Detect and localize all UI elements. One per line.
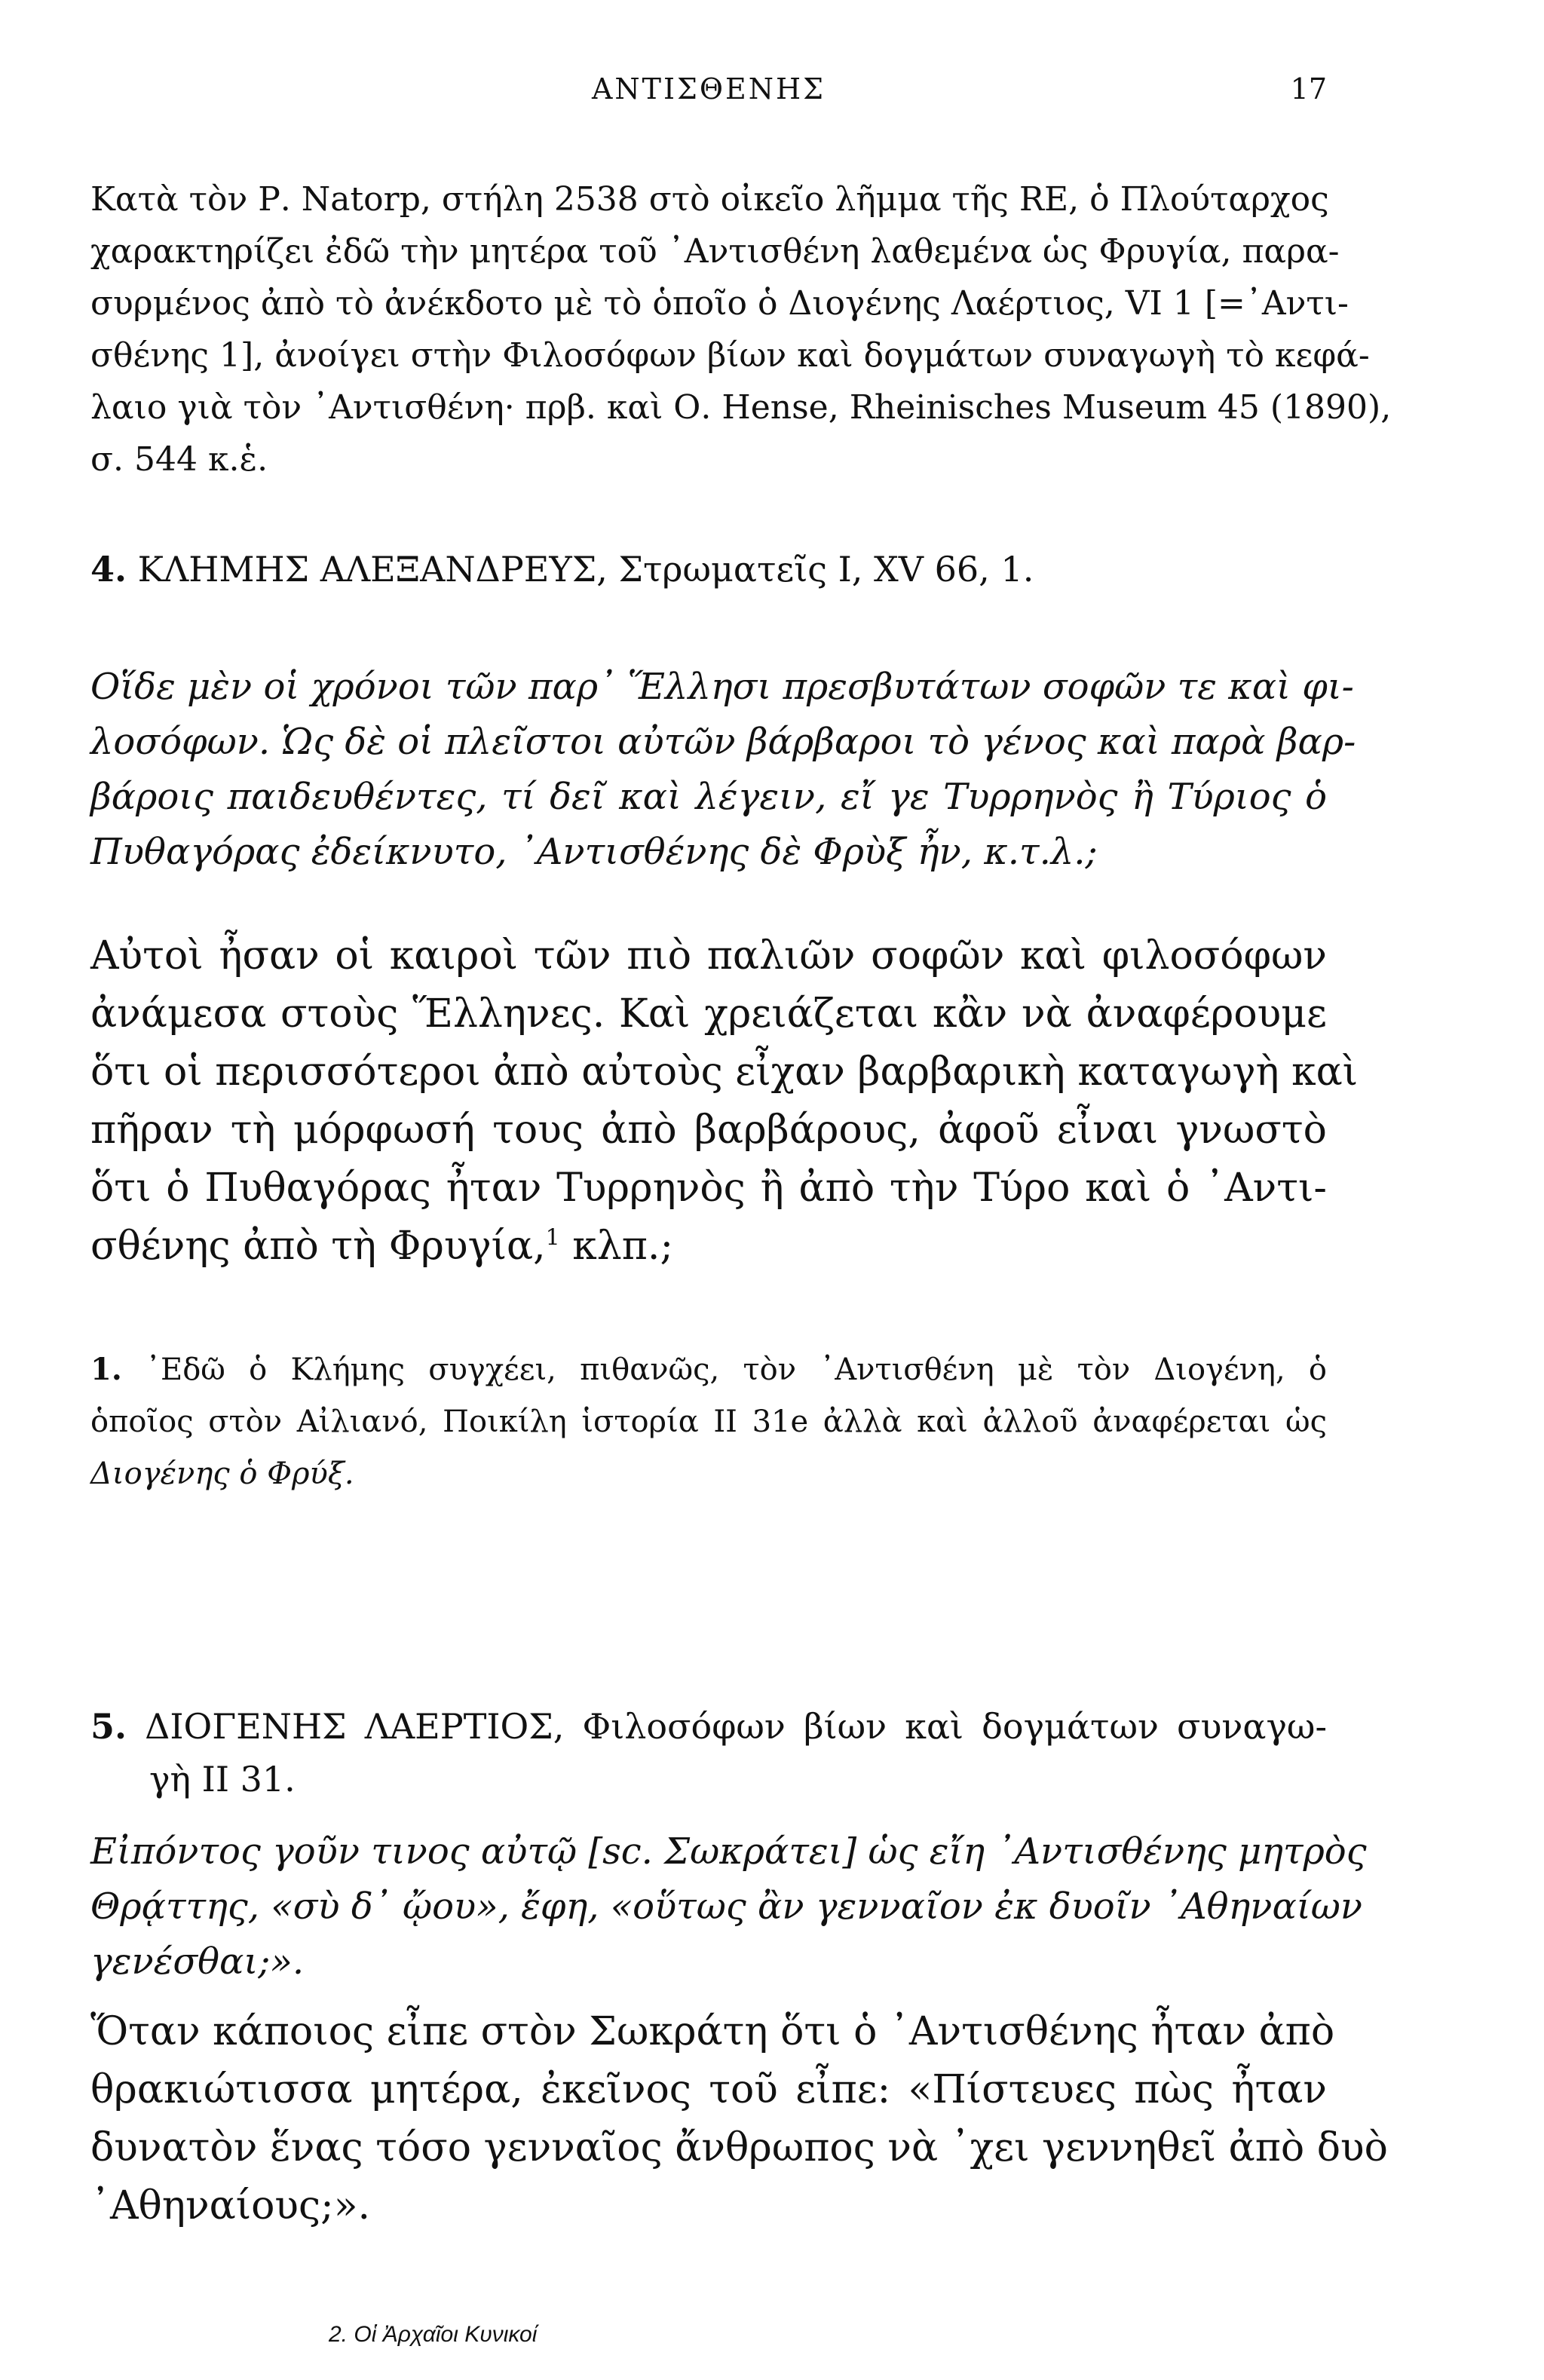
translation-text: κλπ.; bbox=[572, 1224, 673, 1269]
translation-line: δυνατὸν ἕνας τόσο γενναῖος ἄνθρωπος νὰ ᾿χει γεννηθεῖ ἀπὸ δυὸ bbox=[90, 2125, 1388, 2170]
translation-line: ὅτι οἱ περισσότεροι ἀπὸ αὐτοὺς εἶχαν βαρβαρικὴ καταγωγὴ καὶ bbox=[90, 1049, 1359, 1095]
quote-line: Πυθαγόρας ἐδείκνυτο, ᾿Αντισθένης δὲ Φρὺξ ἦν, κ.τ.λ.; bbox=[90, 831, 1098, 873]
footnote-1 bbox=[90, 1343, 1327, 1500]
footnote-text: ᾿Εδῶ ὁ Κλήμης συγχέει, πιθανῶς, τὸν ᾿Αντισθένη μὲ τὸν Διογένη, ὁ bbox=[146, 1352, 1327, 1387]
quote-line: βάροις παιδευθέντες, τί δεῖ καὶ λέγειν, εἴ γε Τυρρηνὸς ἢ Τύριος ὁ bbox=[90, 776, 1327, 818]
section-number: 4. bbox=[90, 549, 127, 590]
quote-line: λοσόφων. Ὡς δὲ οἱ πλεῖστοι αὐτῶν βάρβαροι τὸ γένος καὶ παρὰ βαρ- bbox=[90, 721, 1356, 763]
intro-note-line: Κατὰ τὸν Ρ. Natorp, στήλη 2538 στὸ οἰκεῖο λῆμμα τῆς RE, ὁ Πλούταρχος bbox=[90, 180, 1329, 219]
section-4-translation bbox=[90, 927, 1359, 1276]
intro-note-line: σ. 544 κ.ἑ. bbox=[90, 440, 268, 479]
quote-line: Εἰπόντος γοῦν τινος αὐτῷ [sc. Σωκράτει] ὡς εἴη ᾿Αντισθένης μητρὸς bbox=[90, 1830, 1367, 1873]
running-title: ΑΝΤΙΣΘΕΝΗΣ bbox=[591, 72, 826, 106]
heading-line bbox=[90, 1700, 1327, 1753]
section-5-heading bbox=[90, 1700, 1327, 1806]
footnote-line: ὁποῖος στὸν Αἰλιανό, Ποικίλη ἱστορία II 31e ἀλλὰ καὶ ἀλλοῦ ἀναφέρεται ὡς bbox=[90, 1404, 1327, 1439]
translation-line: ᾿Αθηναίους;». bbox=[90, 2183, 371, 2228]
translation-line: πῆραν τὴ μόρφωσή τους ἀπὸ βαρβάρους, ἀφοῦ εἶναι γνωστὸ bbox=[90, 1107, 1327, 1153]
translation-line: θρακιώτισσα μητέρα, ἐκεῖνος τοῦ εἶπε: «Πίστευες πὼς ἦταν bbox=[90, 2067, 1327, 2112]
page-number: 17 bbox=[1290, 72, 1327, 106]
translation-line: ἀνάμεσα στοὺς Ἕλληνες. Καὶ χρειάζεται κἂν νὰ ἀναφέρουμε bbox=[90, 991, 1327, 1037]
section-5-translation bbox=[90, 2003, 1388, 2235]
section-number: 5. bbox=[90, 1706, 127, 1747]
footnote-line: Διογένης ὁ Φρύξ. bbox=[90, 1456, 354, 1491]
intro-note-line: συρμένος ἀπὸ τὸ ἀνέκδοτο μὲ τὸ ὁποῖο ὁ Διογένης Λαέρτιος, VI 1 [=᾿Αντι- bbox=[90, 284, 1349, 323]
section-title: ΔΙΟΓΕΝΗΣ ΛΑΕΡΤΙΟΣ, Φιλοσόφων βίων καὶ δογμάτων συναγω- bbox=[145, 1706, 1327, 1747]
heading-line: γὴ II 31. bbox=[149, 1759, 296, 1800]
intro-note-line: λαιο γιὰ τὸν ᾿Αντισθένη· πρβ. καὶ Ο. Hense, Rheinisches Museum 45 (1890), bbox=[90, 388, 1392, 427]
section-4-greek-quote bbox=[90, 660, 1356, 880]
printer-signature: 2. Οἱ Ἀρχαῖοι Κυνικοί bbox=[329, 2322, 538, 2347]
translation-line: ὅτι ὁ Πυθαγόρας ἦταν Τυρρηνὸς ἢ ἀπὸ τὴν Τύρο καὶ ὁ ᾿Αντι- bbox=[90, 1165, 1327, 1211]
quote-line: Θρᾴττης, «σὺ δ᾿ ᾤου», ἔφη, «οὕτως ἂν γενναῖον ἐκ δυοῖν ᾿Αθηναίων bbox=[90, 1885, 1363, 1928]
quote-line: γενέσθαι;». bbox=[90, 1940, 305, 1983]
section-5-greek-quote bbox=[90, 1824, 1367, 1989]
section-4-heading bbox=[90, 543, 1327, 596]
footnote-marker[interactable]: 1 bbox=[545, 1224, 560, 1251]
intro-note bbox=[90, 173, 1392, 485]
quote-line: Οἵδε μὲν οἱ χρόνοι τῶν παρ᾿ Ἕλλησι πρεσβυτάτων σοφῶν τε καὶ φι- bbox=[90, 666, 1354, 708]
running-head bbox=[90, 72, 1327, 118]
translation-line bbox=[90, 1218, 1327, 1276]
section-title: ΚΛΗΜΗΣ ΑΛΕΞΑΝΔΡΕΥΣ, Στρωματεῖς Ι, XV 66, 1. bbox=[137, 549, 1034, 590]
translation-line: Ὅταν κάποιος εἶπε στὸν Σωκράτη ὅτι ὁ ᾿Αντισθένης ἦταν ἀπὸ bbox=[90, 2009, 1335, 2054]
intro-note-line: χαρακτηρίζει ἐδῶ τὴν μητέρα τοῦ ᾿Αντισθένη λαθεμένα ὡς Φρυγία, παρα- bbox=[90, 232, 1340, 271]
translation-line: Αὐτοὶ ἦσαν οἱ καιροὶ τῶν πιὸ παλιῶν σοφῶν καὶ φιλοσόφων bbox=[90, 933, 1327, 979]
footnote-number: 1. bbox=[90, 1352, 122, 1387]
translation-text: σθένης ἀπὸ τὴ Φρυγία, bbox=[90, 1224, 546, 1269]
footnote-line bbox=[90, 1343, 1327, 1396]
intro-note-line: σθένης 1], ἀνοίγει στὴν Φιλοσόφων βίων καὶ δογμάτων συναγωγὴ τὸ κεφά- bbox=[90, 336, 1370, 375]
